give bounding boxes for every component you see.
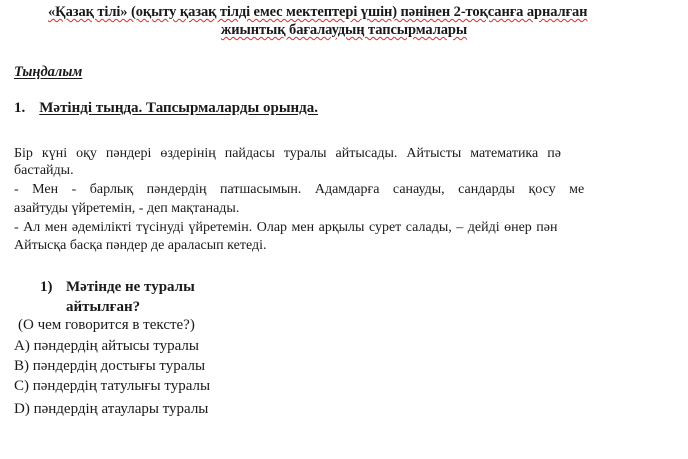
task-heading xyxy=(14,100,318,117)
question-hint: (О чем говорится в тексте?) xyxy=(18,317,195,333)
task-text: Мәтінді тыңда. Тапсырмаларды орында. xyxy=(39,100,319,116)
document-title-line-2: жиынтық бағалаудың тапсырмалары xyxy=(220,22,468,38)
text-line: азайтуды үйретемін, - деп мақтанады. xyxy=(14,201,240,216)
question-number: 1) xyxy=(40,279,53,295)
answer-option-d: D) пәндердің атаулары туралы xyxy=(14,401,209,417)
answer-option-a: А) пәндердің айтысы туралы xyxy=(14,338,199,354)
question-text-line-2: айтылған? xyxy=(66,299,141,315)
text-line: Айтысқа басқа пәндер де араласып кетеді. xyxy=(14,238,267,253)
document-title-line-1: «Қазақ тілі» (оқыту қазақ тілді емес мектептері үшін) пәнінен 2-тоқсанға арналған xyxy=(48,4,588,20)
answer-option-b: В) пәндердің достығы туралы xyxy=(14,358,206,374)
text-line: - Ал мен әдемілікті түсінуді үйретемін. Олар мен арқылы сурет салады, – дейді өнер пән xyxy=(14,220,558,235)
text-line: - Мен - барлық пәндердің патшасымын. Адамдарға санауды, сандарды қосу ме xyxy=(14,182,585,197)
question-heading xyxy=(40,277,195,317)
task-number: 1. xyxy=(14,100,26,116)
section-label: Тыңдалым xyxy=(14,64,83,80)
text-line: бастайды. xyxy=(14,163,74,178)
answer-option-c: С) пәндердің татулығы туралы xyxy=(14,378,211,394)
text-line: Бір күні оқу пәндері өздерінің пайдасы туралы айтысады. Айтысты математика пә xyxy=(14,146,561,161)
question-text-line-1: Мәтінде не туралы xyxy=(66,279,195,295)
